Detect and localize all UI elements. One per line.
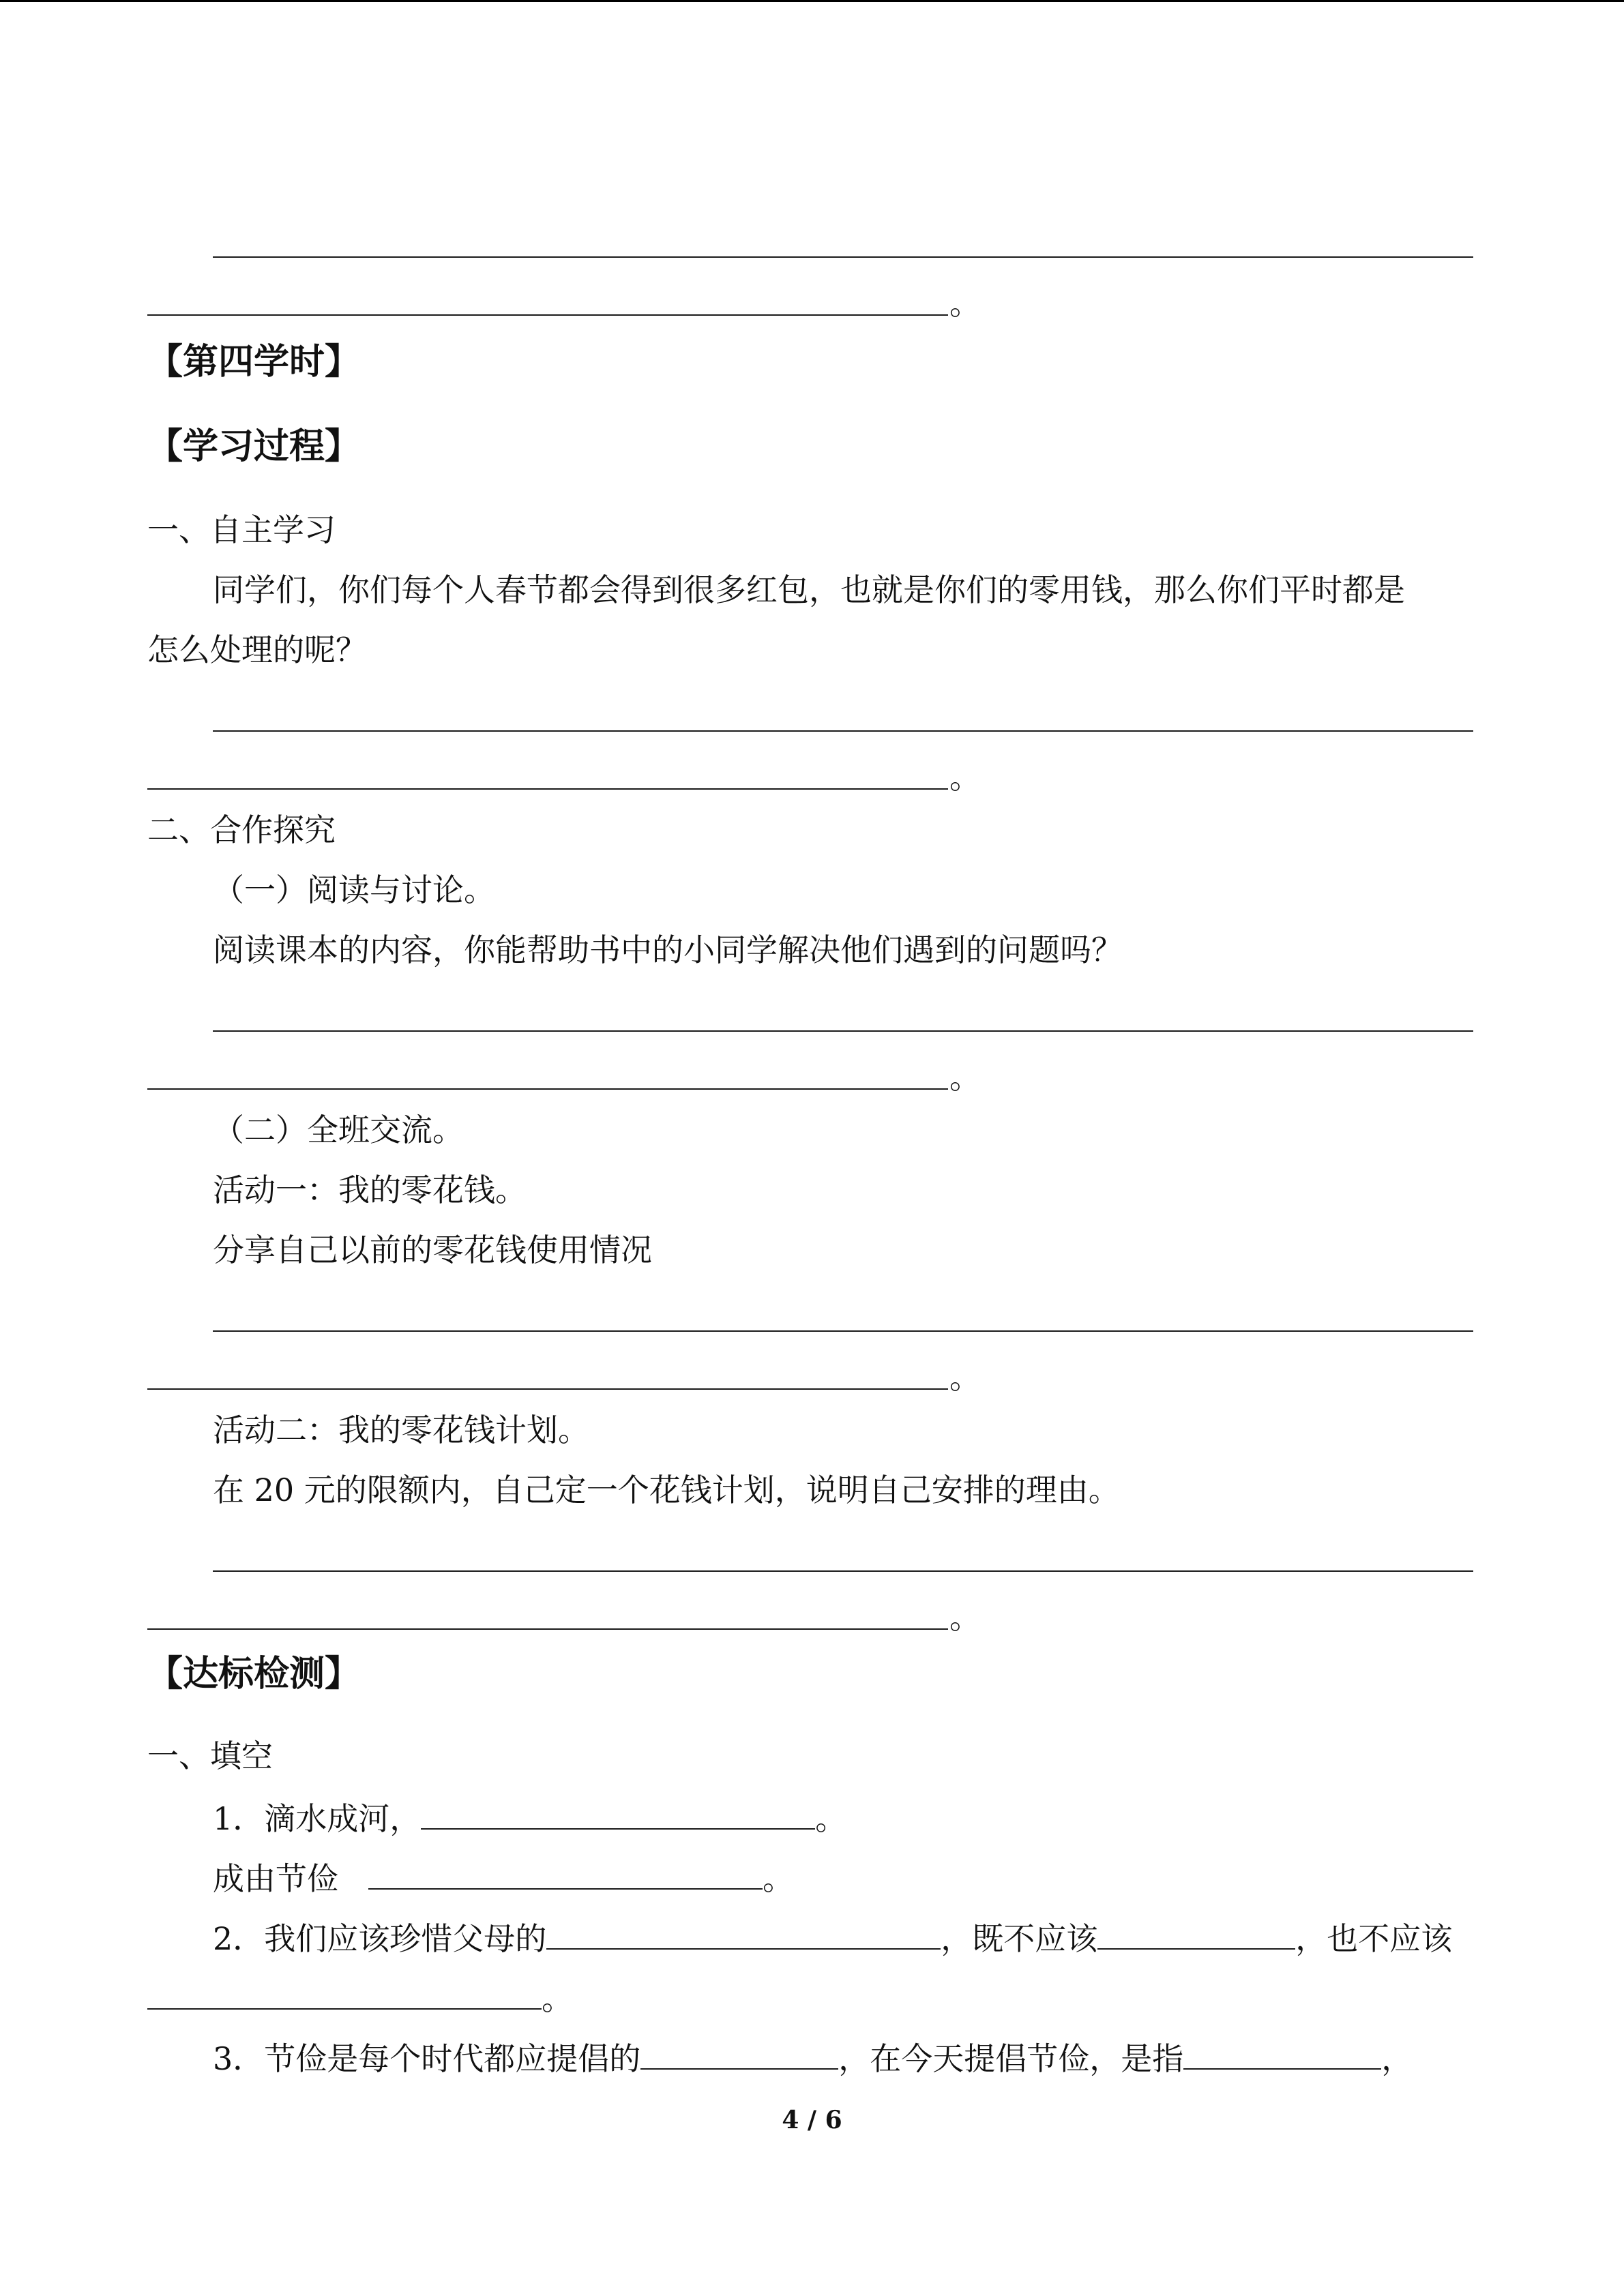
heading-check: 【达标检测】 [147, 1654, 361, 1695]
activity-one-text: 分享自己以前的零花钱使用情况 [213, 1232, 652, 1268]
answer-end-mark: 。 [542, 1980, 573, 2017]
sub-reading-text: 阅读课本的内容，你能帮助书中的小同学解决他们遇到的问题吗？ [213, 931, 1123, 968]
self-study-paragraph-line1: 同学们，你们每个人春节都会得到很多红包，也就是你们的零用钱，那么你们平时都是 [213, 571, 1405, 608]
activity-one-title: 活动一：我的零花钱。 [213, 1172, 527, 1208]
answer-line[interactable] [213, 1030, 1473, 1032]
q1b-blank[interactable] [368, 1857, 763, 1890]
answer-line[interactable] [213, 1570, 1473, 1572]
heading-learning-process: 【学习过程】 [147, 426, 361, 467]
question-2-mid2: ，也不应该 [1295, 1920, 1453, 1957]
question-3-mid: ，在今天提倡节俭，是指 [838, 2040, 1184, 2077]
answer-end-mark: 。 [763, 1860, 794, 1897]
sub-class-exchange-title: （二）全班交流。 [213, 1112, 464, 1148]
answer-line[interactable] [147, 1628, 948, 1630]
question-3-end: ， [1381, 2040, 1413, 2077]
answer-line[interactable] [147, 1088, 948, 1090]
heading-fourth-session: 【第四学时】 [147, 342, 361, 383]
question-2 [213, 1917, 1452, 1958]
answer-line[interactable] [213, 256, 1473, 258]
answer-line[interactable] [147, 1388, 948, 1390]
question-2-mid1: ，既不应该 [941, 1920, 1098, 1957]
q3-blank-1[interactable] [640, 2037, 838, 2070]
q2-blank-1[interactable] [546, 1917, 941, 1950]
answer-end-mark: 。 [815, 1800, 847, 1837]
sub-reading-title: （一）阅读与讨论。 [213, 871, 495, 908]
q2-blank-3[interactable] [147, 1977, 542, 2010]
page-number: 4 / 6 [782, 2106, 842, 2134]
section-cooperation-title: 二、合作探究 [147, 811, 336, 848]
answer-end-mark: 。 [949, 1059, 981, 1096]
question-3 [213, 2037, 1413, 2078]
q1-blank[interactable] [421, 1797, 815, 1830]
q2-blank-2[interactable] [1097, 1917, 1295, 1950]
question-2-text: 2．我们应该珍惜父母的 [213, 1920, 547, 1957]
fill-blank-title: 一、填空 [147, 1738, 273, 1774]
answer-line[interactable] [213, 1330, 1473, 1332]
question-1b [213, 1857, 794, 1898]
answer-end-mark: 。 [949, 285, 981, 322]
answer-line[interactable] [147, 788, 948, 790]
answer-end-mark: 。 [949, 1359, 981, 1396]
question-2-cont [147, 1977, 573, 2018]
question-1 [213, 1797, 846, 1838]
self-study-paragraph-line2: 怎么处理的呢？ [147, 631, 367, 668]
activity-two-text: 在 20 元的限额内，自己定一个花钱计划，说明自己安排的理由。 [213, 1472, 1120, 1508]
question-3-text: 3．节俭是每个时代都应提倡的 [213, 2040, 641, 2077]
answer-end-mark: 。 [949, 759, 981, 796]
answer-line[interactable] [213, 730, 1473, 732]
question-1-text: 1．滴水成河， [213, 1800, 422, 1837]
answer-end-mark: 。 [949, 1599, 981, 1636]
activity-two-title: 活动二：我的零花钱计划。 [213, 1412, 589, 1448]
answer-line[interactable] [147, 314, 948, 316]
section-self-study-title: 一、自主学习 [147, 511, 336, 548]
q3-blank-2[interactable] [1183, 2037, 1381, 2070]
question-1b-text: 成由节俭 [213, 1860, 338, 1897]
